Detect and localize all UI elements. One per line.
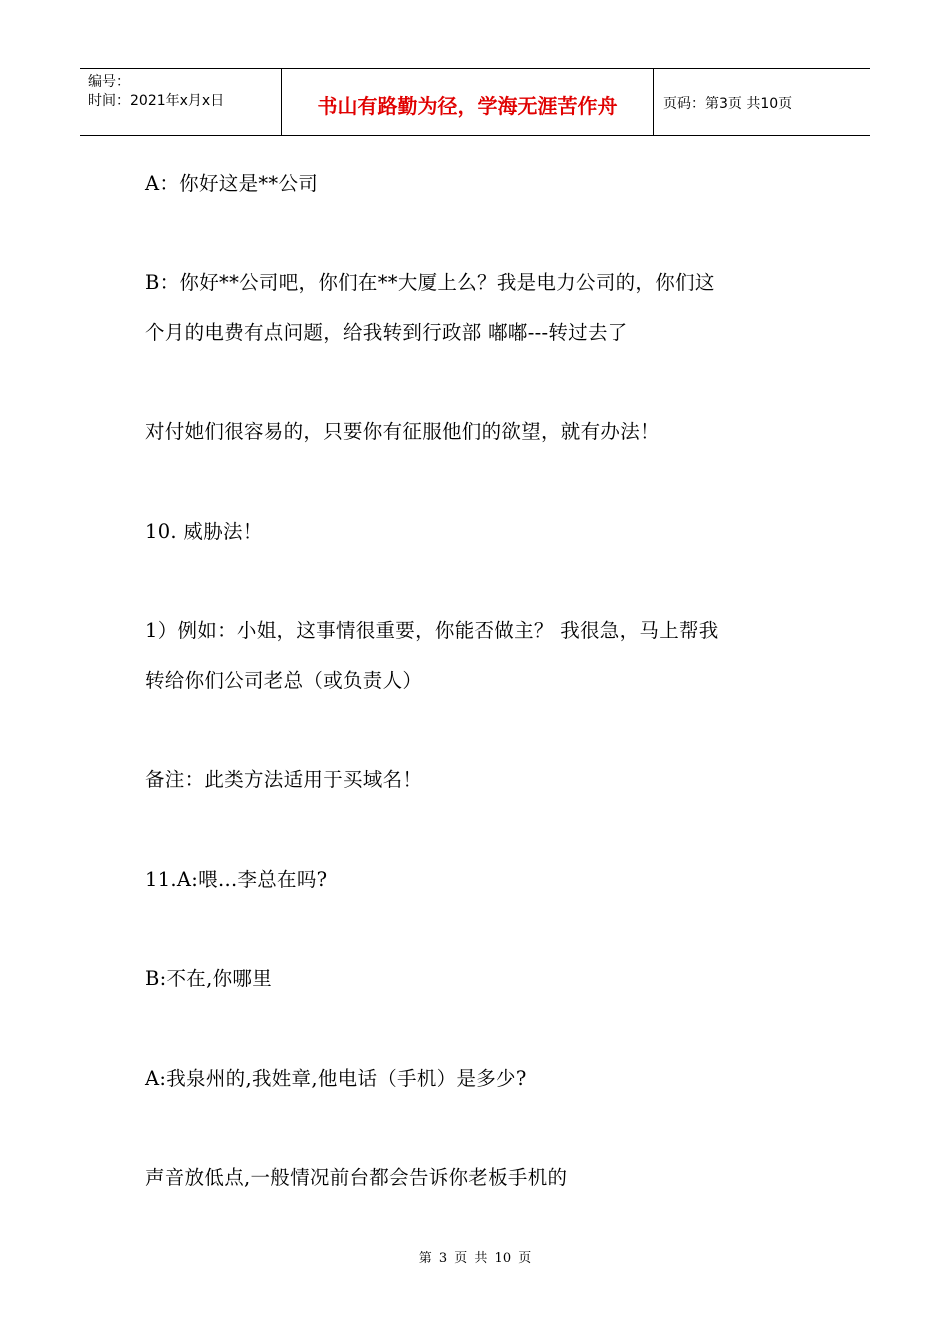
header-meta-cell [80, 69, 282, 135]
body-line: 转给你们公司老总（或负责人） [145, 669, 423, 692]
body-line: 声音放低点,一般情况前台都会告诉你老板手机的 [145, 1166, 568, 1189]
page-header [80, 68, 870, 136]
body-line: 1）例如：小姐，这事情很重要，你能否做主？ 我很急，马上帮我 [145, 619, 719, 642]
body-line: A:我泉州的,我姓章,他电话（手机）是多少? [145, 1067, 527, 1090]
section-heading: 11.A:喂...李总在吗? [145, 868, 328, 891]
body-line: B：你好**公司吧，你们在**大厦上么？我是电力公司的，你们这 [145, 271, 715, 294]
body-line: 个月的电费有点问题，给我转到行政部 嘟嘟---转过去了 [145, 321, 628, 344]
page-footer: 第 3 页 共 10 页 [418, 1251, 532, 1266]
body-line: B:不在,你哪里 [145, 967, 272, 990]
header-motto-cell [282, 69, 654, 135]
section-heading: 10. 威胁法！ [145, 520, 263, 543]
header-page-cell [654, 69, 870, 135]
header-motto: 书山有路勤为径，学海无涯苦作舟 [317, 93, 618, 118]
body-line: 备注：此类方法适用于买域名！ [145, 768, 423, 791]
header-page-info: 页码：第3页 共10页 [663, 96, 793, 112]
document-time-label: 时间：2021年x月x日 [88, 93, 225, 109]
body-line: 对付她们很容易的，只要你有征服他们的欲望，就有办法！ [145, 420, 660, 443]
body-line: A：你好这是**公司 [145, 172, 319, 195]
document-number-label: 编号： [88, 74, 130, 90]
